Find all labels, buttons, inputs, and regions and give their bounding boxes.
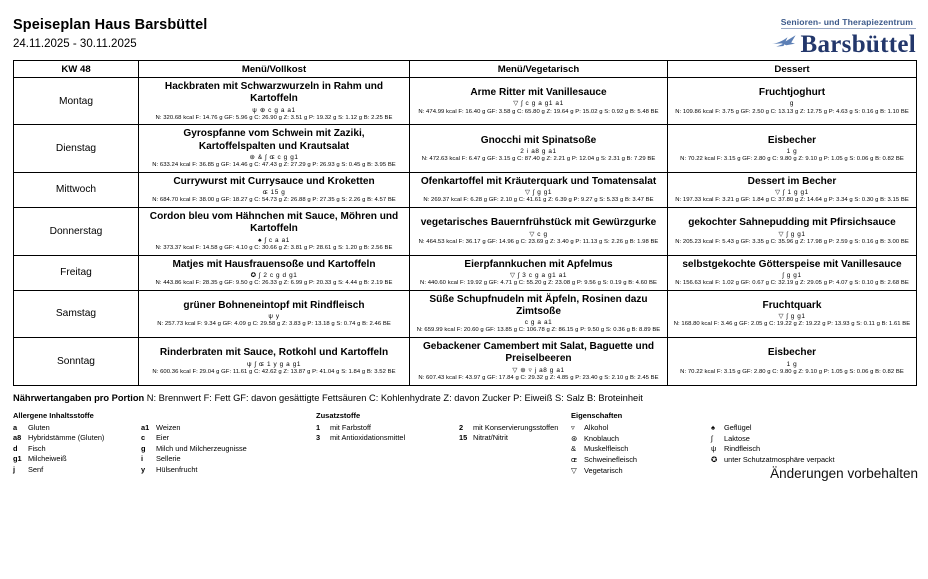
dish-allergen-marks: ▽ ʃ 3 c g a g1 a1 [509, 271, 568, 279]
legend-item [711, 455, 881, 466]
legend-item [571, 444, 711, 455]
day-cell: Mittwoch [14, 172, 139, 207]
day-cell: Freitag [14, 255, 139, 290]
dish-allergen-marks: ʃ g g1 [782, 271, 802, 279]
vegetarisch-cell [410, 255, 668, 290]
legend-symbol-icon: ▿ [571, 422, 575, 432]
dish-nutrition: N: 464.53 kcal F: 36.17 g GF: 14.96 g C: 23.69 g Z: 3.40 g P: 11.13 g S: 2.26 g B: 1.98 BE [418, 238, 659, 245]
legend-item [13, 444, 141, 455]
day-cell: Dienstag [14, 125, 139, 172]
dish-nutrition: N: 109.86 kcal F: 3.75 g GF: 2.50 g C: 13.13 g Z: 12.75 g P: 4.63 g S: 0.16 g B: 1.10 BE [675, 108, 909, 115]
date-range: 24.11.2025 - 30.11.2025 [13, 38, 137, 50]
dish-allergen-marks: c g a a1 [524, 319, 553, 327]
legend-item [459, 423, 571, 434]
legend-label: unter Schutzatmosphäre verpackt [724, 455, 835, 465]
legend-symbol-icon: ɶ [571, 455, 578, 465]
dish-nutrition: N: 320.68 kcal F: 14.76 g GF: 5.96 g C: 26.90 g Z: 3.51 g P: 19.32 g S: 1.12 g B: 2.25 BE [155, 114, 393, 121]
legend-item [459, 433, 571, 444]
dessert-cell [668, 172, 917, 207]
dish-nutrition: N: 168.80 kcal F: 3.46 g GF: 2.05 g C: 19.22 g Z: 19.22 g P: 13.93 g S: 0.11 g B: 1.61 BE [673, 321, 911, 328]
dish-name: Eisbecher [767, 134, 817, 146]
legend-item [571, 423, 711, 434]
dish-allergen-marks: ▽ ⊛ ▿ j a8 g a1 [512, 366, 565, 374]
dish-allergen-marks: ψ ⊕ c g a a1 [252, 106, 296, 114]
day-cell: Donnerstag [14, 208, 139, 255]
dish-name: grüner Bohneneintopf mit Rindfleisch [183, 299, 365, 311]
legend-label: Laktose [724, 433, 750, 443]
legend-item [13, 465, 141, 476]
dish-name: vegetarisches Bauernfrühstück mit Gewürzgurke [420, 217, 657, 229]
legend-label: mit Farbstoff [330, 422, 371, 432]
dish-allergen-marks: ▽ ʃ g g1 [778, 230, 806, 238]
legend-code: a1 [141, 422, 150, 432]
legend-symbol-icon: & [571, 444, 577, 454]
dish-name: Eierpfannkuchen mit Apfelmus [464, 258, 613, 270]
dish-nutrition: N: 156.63 kcal F: 1.02 g GF: 0.67 g C: 32.19 g Z: 29.05 g P: 4.07 g S: 0.10 g B: 2.68 BE [675, 279, 909, 286]
legend-code: d [13, 443, 18, 453]
vegetarisch-cell [410, 125, 668, 172]
dish-nutrition: N: 443.86 kcal F: 28.35 g GF: 9.50 g C: 26.33 g Z: 6.99 g P: 20.33 g S: 4.44 g B: 2.19 BE [155, 279, 393, 286]
legend-label: mit Antioxidationsmittel [330, 433, 406, 443]
legend-symbol-icon: ▽ [571, 465, 577, 475]
legend-zusatzstoffe-col1 [316, 423, 459, 444]
dessert-cell [668, 125, 917, 172]
legend-allergene-heading: Allergene Inhaltsstoffe [13, 411, 94, 421]
dish-name: Matjes mit Hausfrauensoße und Kartoffeln [172, 258, 376, 270]
legend-code: i [141, 454, 144, 464]
dish-allergen-marks: 1 g [786, 147, 798, 155]
dish-nutrition: N: 607.43 kcal F: 43.97 g GF: 17.84 g C: 29.32 g Z: 4.85 g P: 23.40 g S: 2.10 g B: 2.45 BE [418, 374, 659, 381]
vegetarisch-cell [410, 208, 668, 255]
legend-item [711, 434, 881, 445]
dish-nutrition: N: 633.24 kcal F: 36.85 g GF: 14.46 g C: 47.43 g Z: 27.29 g P: 26.93 g S: 0.45 g B: 3.95 BE [152, 162, 396, 169]
column-header-vegetarisch: Menü/Vegetarisch [410, 61, 668, 78]
table-row [14, 290, 917, 337]
legend-symbol-icon: ⊛ [571, 433, 578, 443]
day-cell: Sonntag [14, 338, 139, 385]
dish-nutrition: N: 684.70 kcal F: 38.00 g GF: 18.27 g C: 54.73 g Z: 26.88 g P: 27.35 g S: 2.26 g B: 4.57 BE [152, 197, 396, 204]
dish-name: selbstgekochte Götterspeise mit Vanillesauce [682, 258, 902, 270]
vollkost-cell [139, 255, 410, 290]
legend-item [316, 433, 459, 444]
dish-allergen-marks: g [789, 100, 795, 108]
vollkost-cell [139, 78, 410, 125]
dish-allergen-marks: ψ ʃ ɶ 1 y g a g1 [246, 360, 302, 368]
dish-name: Rinderbraten mit Sauce, Rotkohl und Kartoffeln [159, 347, 389, 359]
legend-label: Schweinefleisch [584, 455, 637, 465]
legend-code: a [13, 422, 18, 432]
column-header-dessert: Dessert [668, 61, 917, 78]
legend-item [13, 423, 141, 434]
dish-nutrition: N: 257.73 kcal F: 9.34 g GF: 4.09 g C: 29.58 g Z: 3.83 g P: 13.18 g S: 0.74 g B: 2.46 BE [157, 321, 391, 328]
dish-name: Gnocchi mit Spinatsoße [480, 134, 597, 146]
vollkost-cell [139, 338, 410, 385]
legend-item [711, 423, 881, 434]
legend-item [571, 466, 711, 477]
legend-allergene [13, 411, 316, 477]
legend-label: mit Konservierungsstoffen [473, 422, 559, 432]
column-header-vollkost: Menü/Vollkost [139, 61, 410, 78]
table-row [14, 125, 917, 172]
column-header-week: KW 48 [14, 61, 139, 78]
dish-allergen-marks: 1 g [786, 360, 798, 368]
dish-name: Gebackener Camembert mit Salat, Baguette und Preiselbeeren [422, 341, 655, 365]
page-title: Speiseplan Haus Barsbüttel [13, 17, 208, 33]
legend-symbol-icon: ψ [711, 444, 717, 454]
dish-allergen-marks: ψ y [268, 313, 280, 321]
vegetarisch-cell [410, 78, 668, 125]
legend-allergene-col2 [141, 423, 316, 476]
dish-nutrition: N: 197.33 kcal F: 3.21 g GF: 1.84 g C: 37.80 g Z: 14.64 g P: 3.34 g S: 0.30 g B: 3.15 BE [675, 197, 909, 204]
table-row [14, 208, 917, 255]
legend-label: Hybridstämme (Gluten) [28, 433, 105, 443]
dish-nutrition: N: 474.99 kcal F: 16.40 g GF: 3.58 g C: 65.80 g Z: 19.64 g P: 15.02 g S: 0.92 g B: 5.48 BE [418, 108, 659, 115]
dish-nutrition: N: 373.37 kcal F: 14.58 g GF: 4.10 g C: 30.66 g Z: 3.81 g P: 28.61 g S: 1.20 g B: 2.56 BE [155, 244, 393, 251]
legend-label: Gluten [28, 422, 50, 432]
legend-code: j [13, 464, 16, 474]
dish-allergen-marks: ✪ ʃ 2 c g d g1 [250, 271, 298, 279]
dish-nutrition: N: 600.36 kcal F: 29.04 g GF: 11.61 g C: 42.62 g Z: 13.87 g P: 41.04 g S: 1.84 g B: 3.52 BE [152, 368, 396, 375]
legend-symbol-icon: ♠ [711, 422, 716, 432]
legend-item [141, 423, 316, 434]
day-cell: Montag [14, 78, 139, 125]
legend-code: 2 [459, 422, 464, 432]
legend-label: Fisch [28, 443, 46, 453]
dish-nutrition: N: 440.60 kcal F: 19.92 g GF: 4.71 g C: 55.20 g Z: 23.08 g P: 9.56 g S: 0.19 g B: 4.60 BE [420, 279, 657, 286]
legend-allergene-col1 [13, 423, 141, 476]
legend-code: y [141, 464, 146, 474]
dish-allergen-marks: ♠ ʃ c a a1 [258, 236, 290, 244]
vegetarisch-cell [410, 290, 668, 337]
logo-subtitle: Senioren- und Therapiezentrum [781, 17, 916, 29]
dish-allergen-marks: ▽ ʃ g g1 [778, 313, 806, 321]
nutrition-key [13, 393, 916, 405]
swallow-bird-icon [771, 30, 797, 56]
legend-code: 15 [459, 433, 468, 443]
legend-label: Vegetarisch [584, 465, 623, 475]
legend-symbol-icon: ʃ [711, 433, 713, 443]
dessert-cell [668, 78, 917, 125]
dish-allergen-marks: 2 i a8 g a1 [520, 147, 557, 155]
legend-item [13, 454, 141, 465]
nutrition-key-label: Nährwertangaben pro Portion [13, 392, 145, 403]
legend-label: Geflügel [724, 422, 752, 432]
legend-item [141, 433, 316, 444]
dish-nutrition: N: 659.99 kcal F: 20.60 g GF: 13.85 g C: 106.78 g Z: 86.15 g P: 9.50 g S: 0.36 g B: 8.89 BE [416, 327, 661, 334]
legend-item [141, 465, 316, 476]
day-cell: Samstag [14, 290, 139, 337]
legend-item [711, 444, 881, 455]
dish-name: Cordon bleu vom Hähnchen mit Sauce, Möhren und Kartoffeln [149, 211, 399, 235]
table-header-row [14, 61, 917, 78]
legend-item [571, 455, 711, 466]
legend-eigenschaften-col1 [571, 423, 711, 477]
vollkost-cell [139, 208, 410, 255]
legend-label: Sellerie [156, 454, 181, 464]
legend-symbol-icon: ✪ [711, 455, 718, 465]
legend-item [316, 423, 459, 434]
dish-name: Dessert im Becher [747, 175, 837, 187]
dish-name: Eisbecher [767, 347, 817, 359]
dish-name: Fruchtquark [762, 299, 822, 311]
page-footer [13, 392, 918, 481]
legend-label: Rindfleisch [724, 444, 761, 454]
legend-label: Milcheiweiß [28, 454, 67, 464]
dish-name: gekochter Sahnepudding mit Pfirsichsauce [688, 217, 896, 229]
vegetarisch-cell [410, 338, 668, 385]
dish-allergen-marks: ɶ 15 g [262, 189, 286, 197]
table-row [14, 78, 917, 125]
vollkost-cell [139, 290, 410, 337]
table-row [14, 255, 917, 290]
dish-allergen-marks: ▽ c g [529, 230, 548, 238]
legend-label: Hülsenfrucht [156, 464, 198, 474]
legend-code: g1 [13, 454, 22, 464]
logo [666, 12, 916, 60]
table-row [14, 338, 917, 385]
vollkost-cell [139, 125, 410, 172]
legend-label: Eier [156, 433, 170, 443]
dish-name: Currywurst mit Currysauce und Kroketten [173, 175, 375, 187]
legend-label: Alkohol [584, 422, 609, 432]
legend-zusatzstoffe [316, 411, 571, 477]
table-row [14, 172, 917, 207]
dish-nutrition: N: 70.22 kcal F: 3.15 g GF: 2.80 g C: 9.80 g Z: 9.10 g P: 1.05 g S: 0.06 g B: 0.82 BE [680, 155, 904, 162]
legend-eigenschaften-heading: Eigenschaften [571, 411, 623, 421]
dish-name: Süße Schupfnudeln mit Äpfeln, Rosinen dazu Zimtsoße [429, 293, 648, 317]
vegetarisch-cell [410, 172, 668, 207]
dessert-cell [668, 255, 917, 290]
dessert-cell [668, 208, 917, 255]
legend-code: g [141, 443, 146, 453]
legend-code: a8 [13, 433, 22, 443]
dish-nutrition: N: 70.22 kcal F: 3.15 g GF: 2.80 g C: 9.80 g Z: 9.10 g P: 1.05 g S: 0.06 g B: 0.82 BE [680, 368, 904, 375]
legend-code: 1 [316, 422, 321, 432]
logo-name: Barsbüttel [800, 31, 916, 58]
dish-nutrition: N: 472.63 kcal F: 6.47 g GF: 3.15 g C: 87.40 g Z: 2.21 g P: 12.04 g S: 2.31 g B: 7.29 BE [421, 155, 656, 162]
menu-table [13, 60, 917, 386]
legend-code: c [141, 433, 146, 443]
legend-label: Milch und Milcherzeugnisse [156, 443, 247, 453]
legend-label: Knoblauch [584, 433, 619, 443]
dish-nutrition: N: 269.37 kcal F: 6.28 g GF: 2.10 g C: 41.61 g Z: 6.39 g P: 9.27 g S: 5.33 g B: 3.47 BE [423, 197, 654, 204]
legend-zusatzstoffe-col2 [459, 423, 571, 444]
logo-title-row [666, 30, 916, 60]
dish-name: Hackbraten mit Schwarzwurzeln in Rahm und Kartoffeln [164, 81, 384, 105]
dessert-cell [668, 338, 917, 385]
menu-table-body [14, 78, 917, 386]
legend-item [571, 434, 711, 445]
dessert-cell [668, 290, 917, 337]
vollkost-cell [139, 172, 410, 207]
dish-allergen-marks: ▽ ʃ g g1 [524, 189, 553, 197]
dish-allergen-marks: ▽ ʃ c g a g1 a1 [513, 100, 564, 108]
dish-name: Ofenkartoffel mit Kräuterquark und Tomatensalat [420, 175, 657, 187]
dish-name: Gyrospfanne vom Schwein mit Zaziki, Kartoffelspalten und Krautsalat [183, 128, 365, 152]
legend-item [141, 454, 316, 465]
disclaimer-text: Änderungen vorbehalten [770, 465, 918, 481]
page-header [0, 0, 928, 60]
legend-item [141, 444, 316, 455]
legend-code: 3 [316, 433, 321, 443]
dish-allergen-marks: ▽ ʃ 1 g g1 [775, 189, 809, 197]
nutrition-key-text: N: Brennwert F: Fett GF: davon gesättigte Fettsäuren C: Kohlenhydrate Z: davon Zucker P: Eiweiß S: Salz B: Broteinheit [144, 392, 643, 403]
dish-allergen-marks: ⊛ & ʃ ɶ c g g1 [249, 154, 299, 162]
dish-nutrition: N: 205.23 kcal F: 5.43 g GF: 3.35 g C: 35.96 g Z: 17.98 g P: 2.59 g S: 0.16 g B: 3.00 BE [675, 238, 909, 245]
legend-item [13, 433, 141, 444]
legend-label: Senf [28, 464, 44, 474]
legend-label: Muskelfleisch [584, 444, 629, 454]
legend-zusatzstoffe-heading: Zusatzstoffe [316, 411, 361, 421]
dish-name: Fruchtjoghurt [758, 87, 826, 99]
dish-name: Arme Ritter mit Vanillesauce [470, 87, 607, 99]
legend-label: Weizen [156, 422, 181, 432]
legend-label: Nitrat/Nitrit [473, 433, 508, 443]
